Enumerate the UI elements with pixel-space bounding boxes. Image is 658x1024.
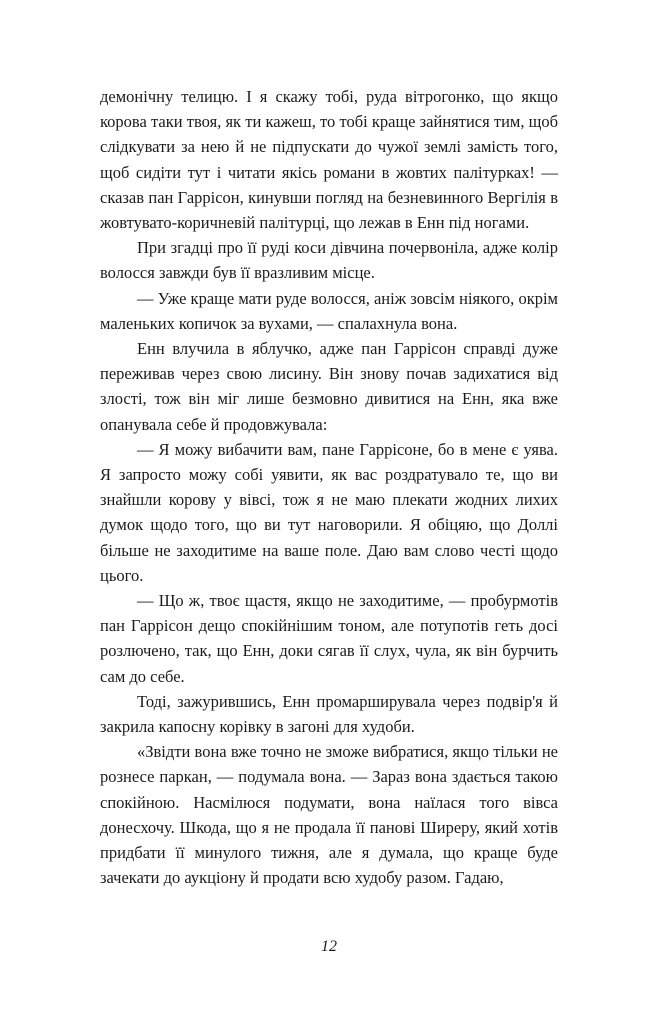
paragraph: При згадці про її руді коси дівчина почервоніла, адже колір волосся завжди був її вразливим місце. <box>100 238 558 283</box>
paragraph: Енн влучила в яблучко, адже пан Гаррісон справді дуже переживав через свою лисину. Він знову почав задихатися від злості, тож він міг лише безмовно дивитися на Енн, яка вже опанувала себе й продовжувала: <box>100 339 558 434</box>
page-text-block <box>100 84 558 891</box>
paragraph: — Уже краще мати руде волосся, аніж зовсім ніякого, окрім маленьких копичок за вухами, — спалахнула вона. <box>100 288 558 333</box>
paragraph: демонічну телицю. І я скажу тобі, руда вітрогонко, що якщо корова таки твоя, як ти кажеш, то тобі краще зайнятися тим, щоб слідкувати за нею й не підпускати до чужої землі замість того, щоб сидіти тут і читати якісь романи в жовтих палітурках! — сказав пан Гаррісон, кинувши погляд на безневинного Вергілія в жовтувато-коричневій палітурці, що лежав в Енн під ногами. <box>100 87 558 233</box>
paragraph: — Я можу вибачити вам, пане Гаррісоне, бо в мене є уява. Я запросто можу собі уявити, як вас роздратувало те, що ви знайшли корову у вівсі, тож я не маю плекати жодних лихих думок щодо того, що ви тут наговорили. Я обіцяю, що Доллі більше не заходитиме на ваше поле. Даю вам слово честі щодо цього. <box>100 439 558 585</box>
page-number: 12 <box>321 938 337 955</box>
paragraph: — Що ж, твоє щастя, якщо не заходитиме, — пробурмотів пан Гаррісон дещо спокійнішим тоном, але потупотів геть досі розлючено, так, що Енн, доки сягав її слух, чула, як він бурчить сам до себе. <box>100 591 558 686</box>
paragraph: «Звідти вона вже точно не зможе вибратися, якщо тільки не рознесе паркан, — подумала вона. — Зараз вона здається такою спокійною. Насмілюся подумати, вона наїлася того вівса донесхочу. Шкода, що я не продала її панові Ширеру, який хотів придбати її минулого тижня, але я думала, що краще буде зачекати до аукціону й продати всю худобу разом. Гадаю, <box>100 742 558 888</box>
paragraph: Тоді, зажурившись, Енн промарширувала через подвір'я й закрила капосну корівку в загоні для худоби. <box>100 691 558 737</box>
